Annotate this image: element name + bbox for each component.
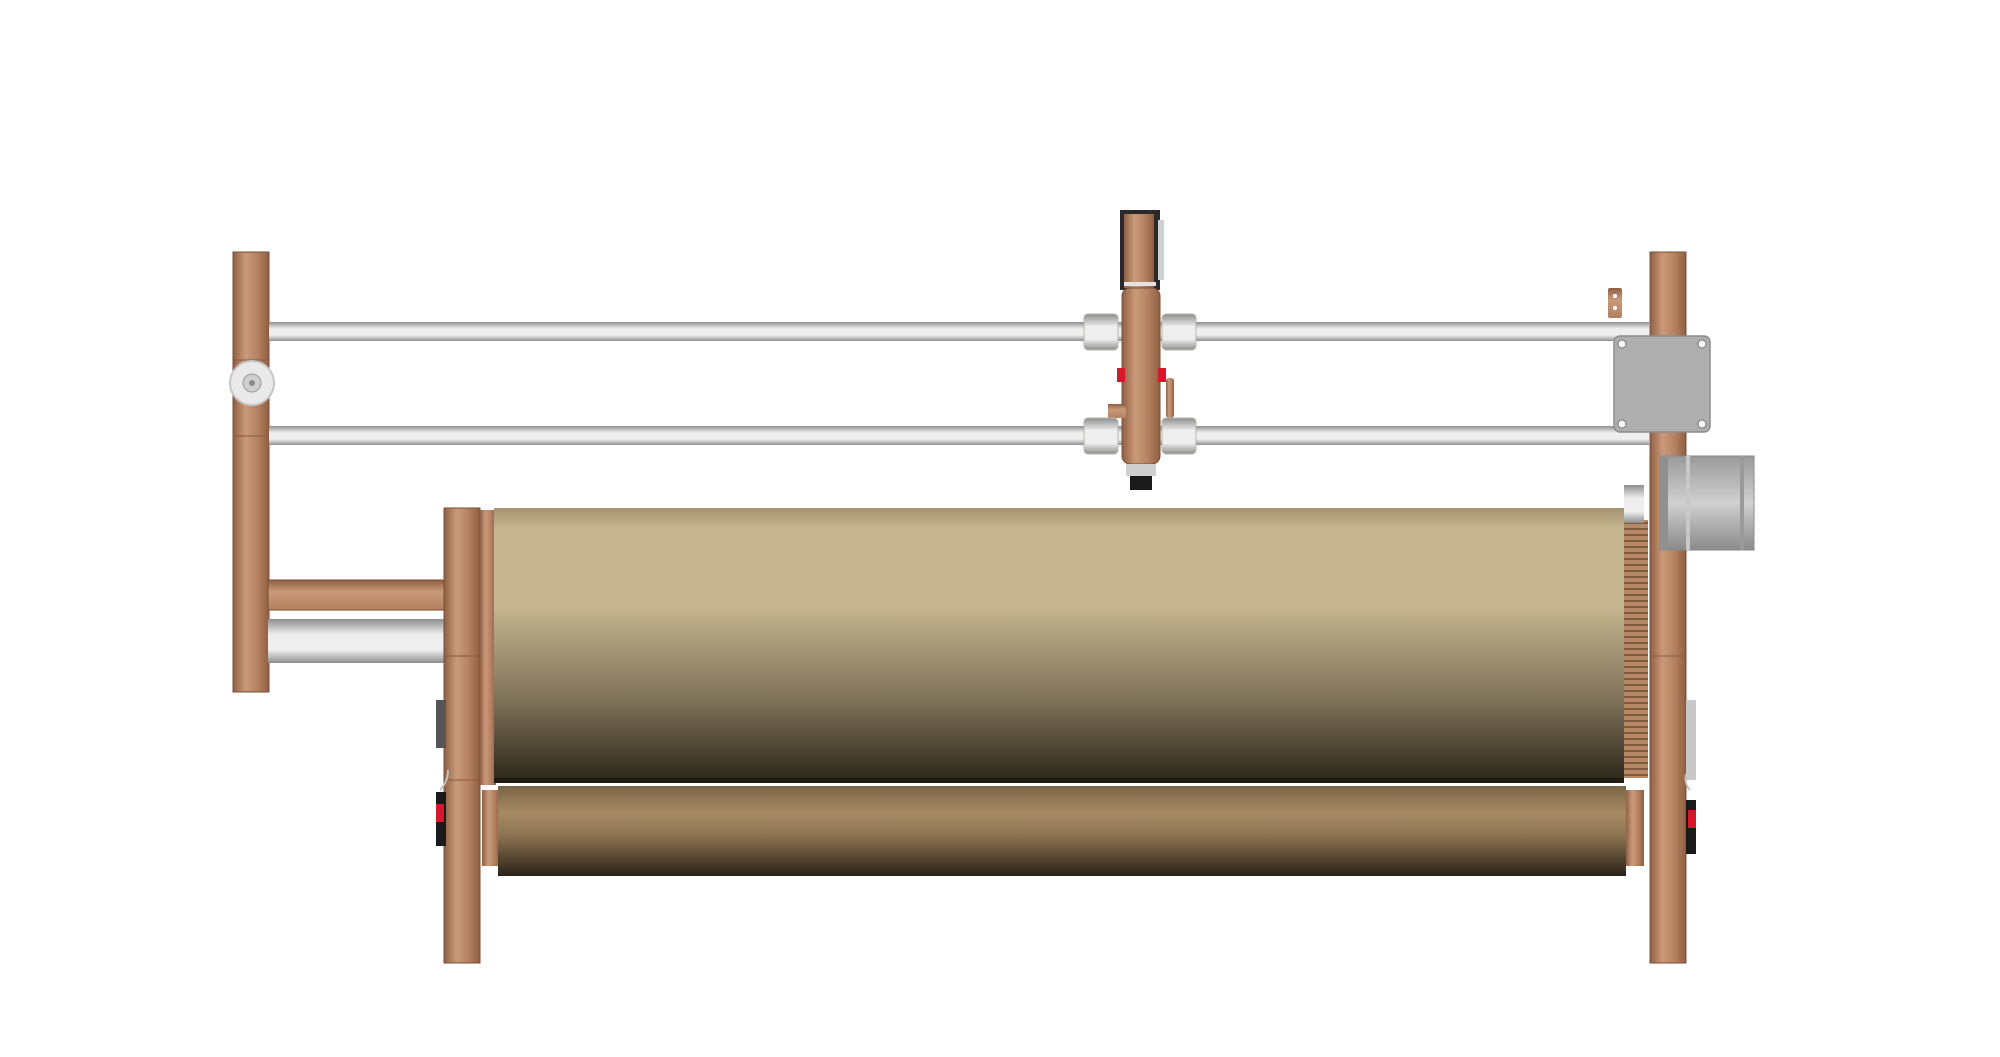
pen-carriage: [1084, 210, 1196, 490]
y-stepper-motor: [1660, 456, 1754, 550]
spool-holder-arm: [268, 580, 444, 610]
top-guide-rod: [269, 322, 1649, 341]
left-lower-side-panel: [444, 508, 496, 963]
paper-drum: [494, 508, 1624, 783]
spool-shaft: [268, 619, 446, 663]
idler-pulley: [230, 361, 274, 405]
drive-gear: [1624, 485, 1648, 778]
pinch-roller: [482, 786, 1644, 876]
x-stepper-motor: [1614, 336, 1710, 432]
left-side-panel: [233, 252, 269, 692]
bottom-guide-rod: [269, 426, 1649, 445]
